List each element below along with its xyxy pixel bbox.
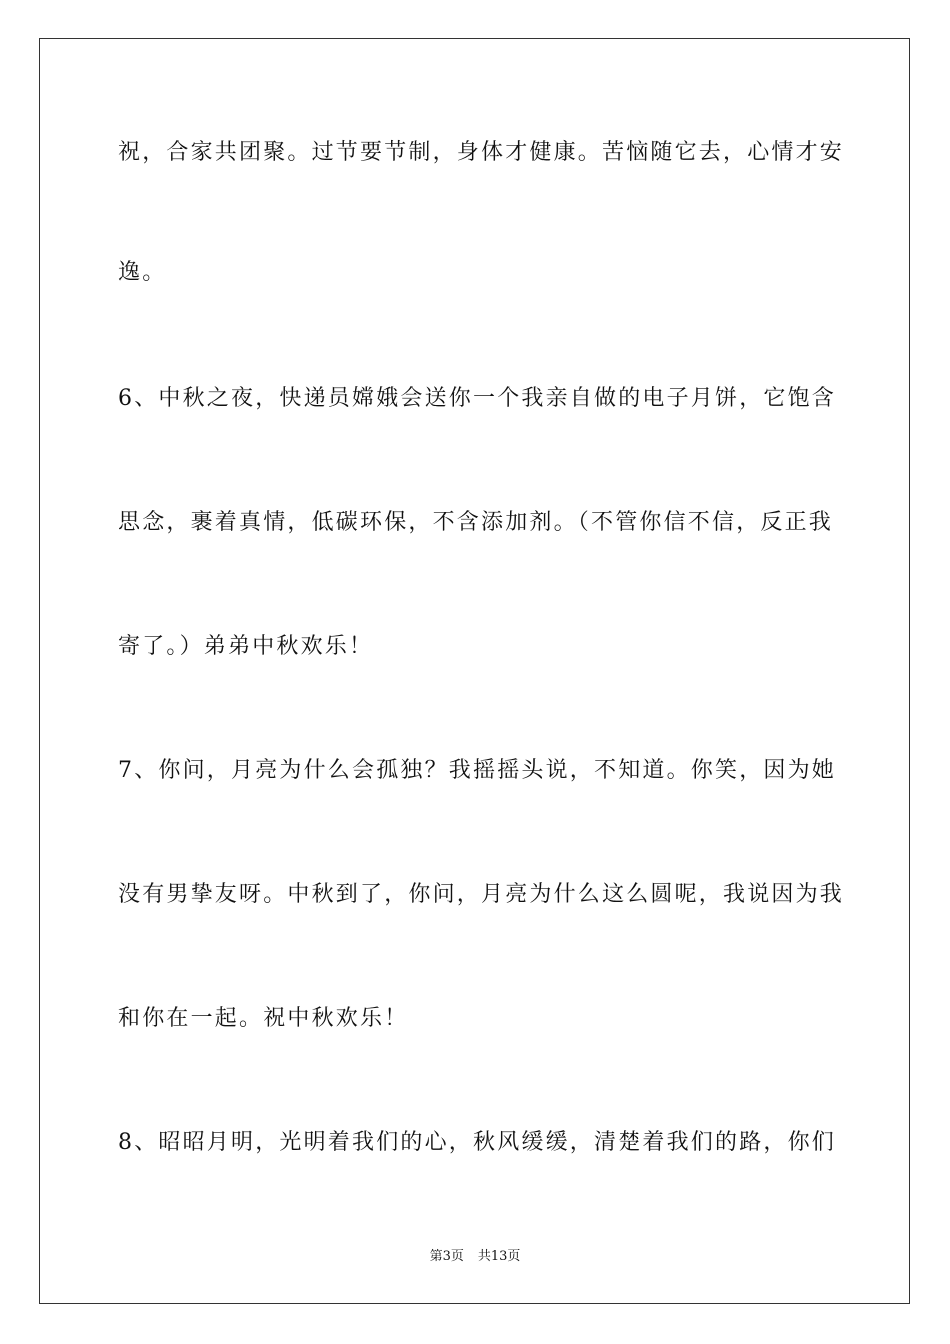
text-line: 逸。: [118, 260, 167, 285]
text-line: 6、中秋之夜，快递员嫦娥会送你一个我亲自做的电子月饼，它饱含: [118, 386, 836, 411]
text-line: 思念，裹着真情，低碳环保，不含添加剂。（不管你信不信，反正我: [118, 510, 834, 535]
text-line: 8、昭昭月明，光明着我们的心，秋风缓缓，清楚着我们的路，你们: [118, 1130, 836, 1155]
text-line: 祝，合家共团聚。过节要节制，身体才健康。苦恼随它去，心情才安: [118, 140, 845, 165]
text-line: 寄了。）弟弟中秋欢乐！: [118, 634, 374, 659]
page-total: 共13页: [477, 1249, 521, 1264]
text-line: 7、你问，月亮为什么会孤独？我摇摇头说，不知道。你笑，因为她: [118, 758, 836, 783]
page-border: [39, 38, 910, 1304]
text-line: 和你在一起。祝中秋欢乐！: [118, 1006, 409, 1031]
page-footer: [0, 1248, 950, 1266]
text-line: 没有男挚友呀。中秋到了，你问，月亮为什么这么圆呢，我说因为我: [118, 882, 845, 907]
page-number: 第3页: [429, 1249, 464, 1264]
